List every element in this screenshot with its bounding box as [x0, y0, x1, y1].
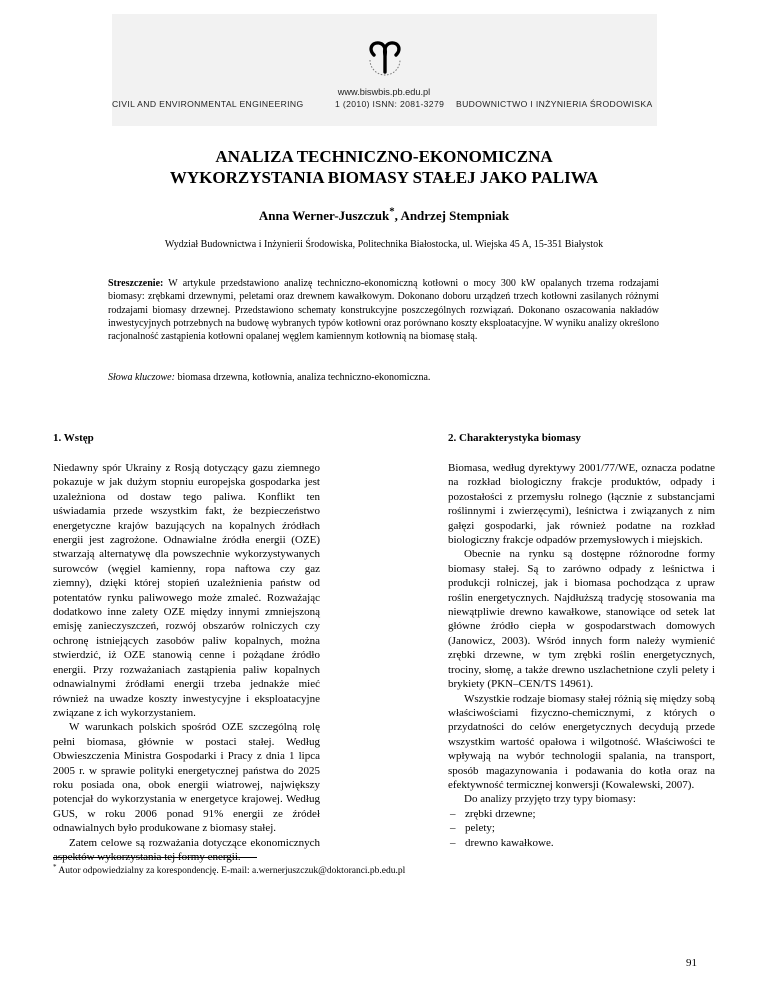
paragraph: Do analizy przyjęto trzy typy biomasy:: [464, 793, 636, 806]
keywords-label: Słowa kluczowe:: [108, 372, 175, 383]
footnote-text: Autor odpowiedzialny za korespondencję. E-mail: a.wernerjuszczuk@doktoranci.pb.edu.pl: [56, 866, 406, 876]
list-item: – pelety;: [448, 821, 715, 835]
journal-name-pl: BUDOWNICTWO I INŻYNIERIA ŚRODOWISKA: [456, 99, 653, 109]
paragraph: Wszystkie rodzaje biomasy stałej różnią się między sobą właściwościami fizyczno-chemicznymi, z których o przydatności do celów energetycznych decydują przede wszystkim wartość opałowa i wilgotność. Właściwości te wpływają na wybór technologii spalania, na transport, sposób magazynowania i podawania do kotła oraz na efektywność termicznej konwersji (Kowalewski, 2007).: [448, 692, 715, 791]
footnote-divider: [53, 857, 257, 858]
journal-name-en: CIVIL AND ENVIRONMENTAL ENGINEERING: [112, 99, 304, 109]
author-separator: ,: [394, 208, 401, 223]
left-column: [53, 461, 320, 864]
title-line-1: ANALIZA TECHNICZNO-EKONOMICZNA: [215, 147, 553, 166]
author-2: Andrzej Stempniak: [400, 208, 510, 223]
title-line-2: WYKORZYSTANIA BIOMASY STAŁEJ JAKO PALIWA: [169, 168, 599, 187]
page-number: 91: [686, 957, 697, 969]
paragraph: Biomasa, według dyrektywy 2001/77/WE, oznacza podatne na rozkład biologiczny frakcje produktów, odpady i pozostałości z przemysłu rolnego (łącznie z substancjami roślinnymi i zwierzęcymi), leśnictwa i związanych z nim gałęzi gospodarki, jak również podatne na rozkład biologiczny frakcje odpadów przemysłowych i miejskich.: [448, 462, 715, 547]
keywords-text: biomasa drzewna, kotłownia, analiza techniczno-ekonomiczna.: [174, 372, 431, 383]
list-item: – drewno kawałkowe.: [448, 836, 715, 850]
affiliation: Wydział Budownictwa i Inżynierii Środowiska, Politechnika Białostocka, ul. Wiejska 45 A, 15-351 Białystok: [164, 239, 604, 250]
right-column: [448, 461, 715, 850]
list-item: – zrębki drzewne;: [448, 807, 715, 821]
university-logo-icon: [362, 40, 408, 86]
abstract-label: Streszczenie:: [108, 278, 164, 289]
paper-title: [0, 146, 768, 188]
section-1-heading: 1. Wstęp: [53, 432, 94, 444]
footnote-marker: *: [53, 862, 57, 871]
issue-issn: 1 (2010) ISNN: 2081-3279: [335, 99, 445, 109]
authors: [0, 205, 768, 224]
footnote: [53, 862, 406, 876]
keywords: [108, 372, 659, 383]
paragraph: Zatem celowe są rozważania dotyczące ekonomicznych aspektów wykorzystania tej formy energii.: [53, 836, 320, 863]
paragraph: W warunkach polskich spośród OZE szczególną rolę pełni biomasa, głównie w postaci stałej. Według Obwieszczenia Ministra Gospodarki i Pracy z dnia 1 lipca 2005 r. w sprawie polityki energetycznej państwa do 2025 roku posiada ona, obok energii wiatrowej, największy potencjał do wykorzystania w energetyce krajowej. Według GUS, w roku 2006 ponad 91% energii ze źródeł odnawialnych było produkowane z biomasy stałej.: [53, 721, 320, 835]
paragraph: Niedawny spór Ukrainy z Rosją dotyczący gazu ziemnego pokazuje w jak dużym stopniu europejska gospodarka jest uzależniona od dostaw tego paliwa. Konflikt ten uświadamia przede wszystkim fakt, że bezpieczeństwo energetyczne krajów bazujących na kopalnych źródłach energii jest zagrożone. Odnawialne źródła energii (OZE) stwarzają alternatywę dla powszechnie wykorzystywanych surowców (węgiel kamienny, ropa naftowa czy gaz ziemny), dzięki której stopień uzależnienia państw od potentatów rynku paliwowego może zmaleć. Rozważając dodatkowo inne zalety OZE między innymi zmniejszoną emisję zanieczyszczeń, rozwój obszarów rolniczych czy ochronę istniejących zasobów paliw kopalnych, można stwierdzić, iż OZE stanowią cenne i pożądane źródło energii. Przy rozważaniach zastąpienia paliw kopalnych odnawialnymi źródłami energii trzeba jednakże mieć również na uwadze koszty inwestycyjne i eksploatacyjne związane z ich wykorzystaniem.: [53, 462, 320, 719]
abstract: [108, 277, 659, 343]
biomass-type-list: [448, 807, 715, 850]
author-1: Anna Werner-Juszczuk: [258, 208, 390, 223]
abstract-text: W artykule przedstawiono analizę techniczno-ekonomiczną kotłowni o mocy 300 kW opalanych trzema rodzajami biomasy: zrębkami drzewnymi, peletami oraz drewnem kawałkowym. Dokonano doboru urządzeń trzech kotłowni zasilanych różnymi rodzajami biomasy drzewnej. Przedstawiono schematy konstrukcyjne poszczególnych rozwiązań. Dokonano oszacowania nakładów inwestycyjnych potrzebnych na budowę wybranych typów kotłowni oraz porównano koszty eksploatacyjne. W wyniku analizy określono racjonalność zastąpienia kotłowni opalanej węglem kamiennym kotłownią na biomasę stałą.: [108, 278, 659, 343]
journal-website: www.biswbis.pb.edu.pl: [337, 87, 431, 97]
section-2-heading: 2. Charakterystyka biomasy: [448, 432, 581, 444]
corresponding-author-marker: *: [389, 205, 395, 218]
paragraph: Obecnie na rynku są dostępne różnorodne formy biomasy stałej. Są to zarówno odpady z leśnictwa i produkcji rolniczej, jak i biomasa pochodząca z upraw roślin energetycznych. Najdłuższą tradycję stosowania ma niewątpliwie drewno kawałkowe, stanowiące od setek lat główne źródło ciepła w gospodarstwach domowych (Janowicz, 2003). Wśród innych form należy wymienić zrębki drzewne, w tym zrębki roślin energetycznych, trociny, słomę, a także drewno uszlachetnione czyli pelety i brykiety (PKN–CEN/TS 14961).: [448, 548, 715, 691]
